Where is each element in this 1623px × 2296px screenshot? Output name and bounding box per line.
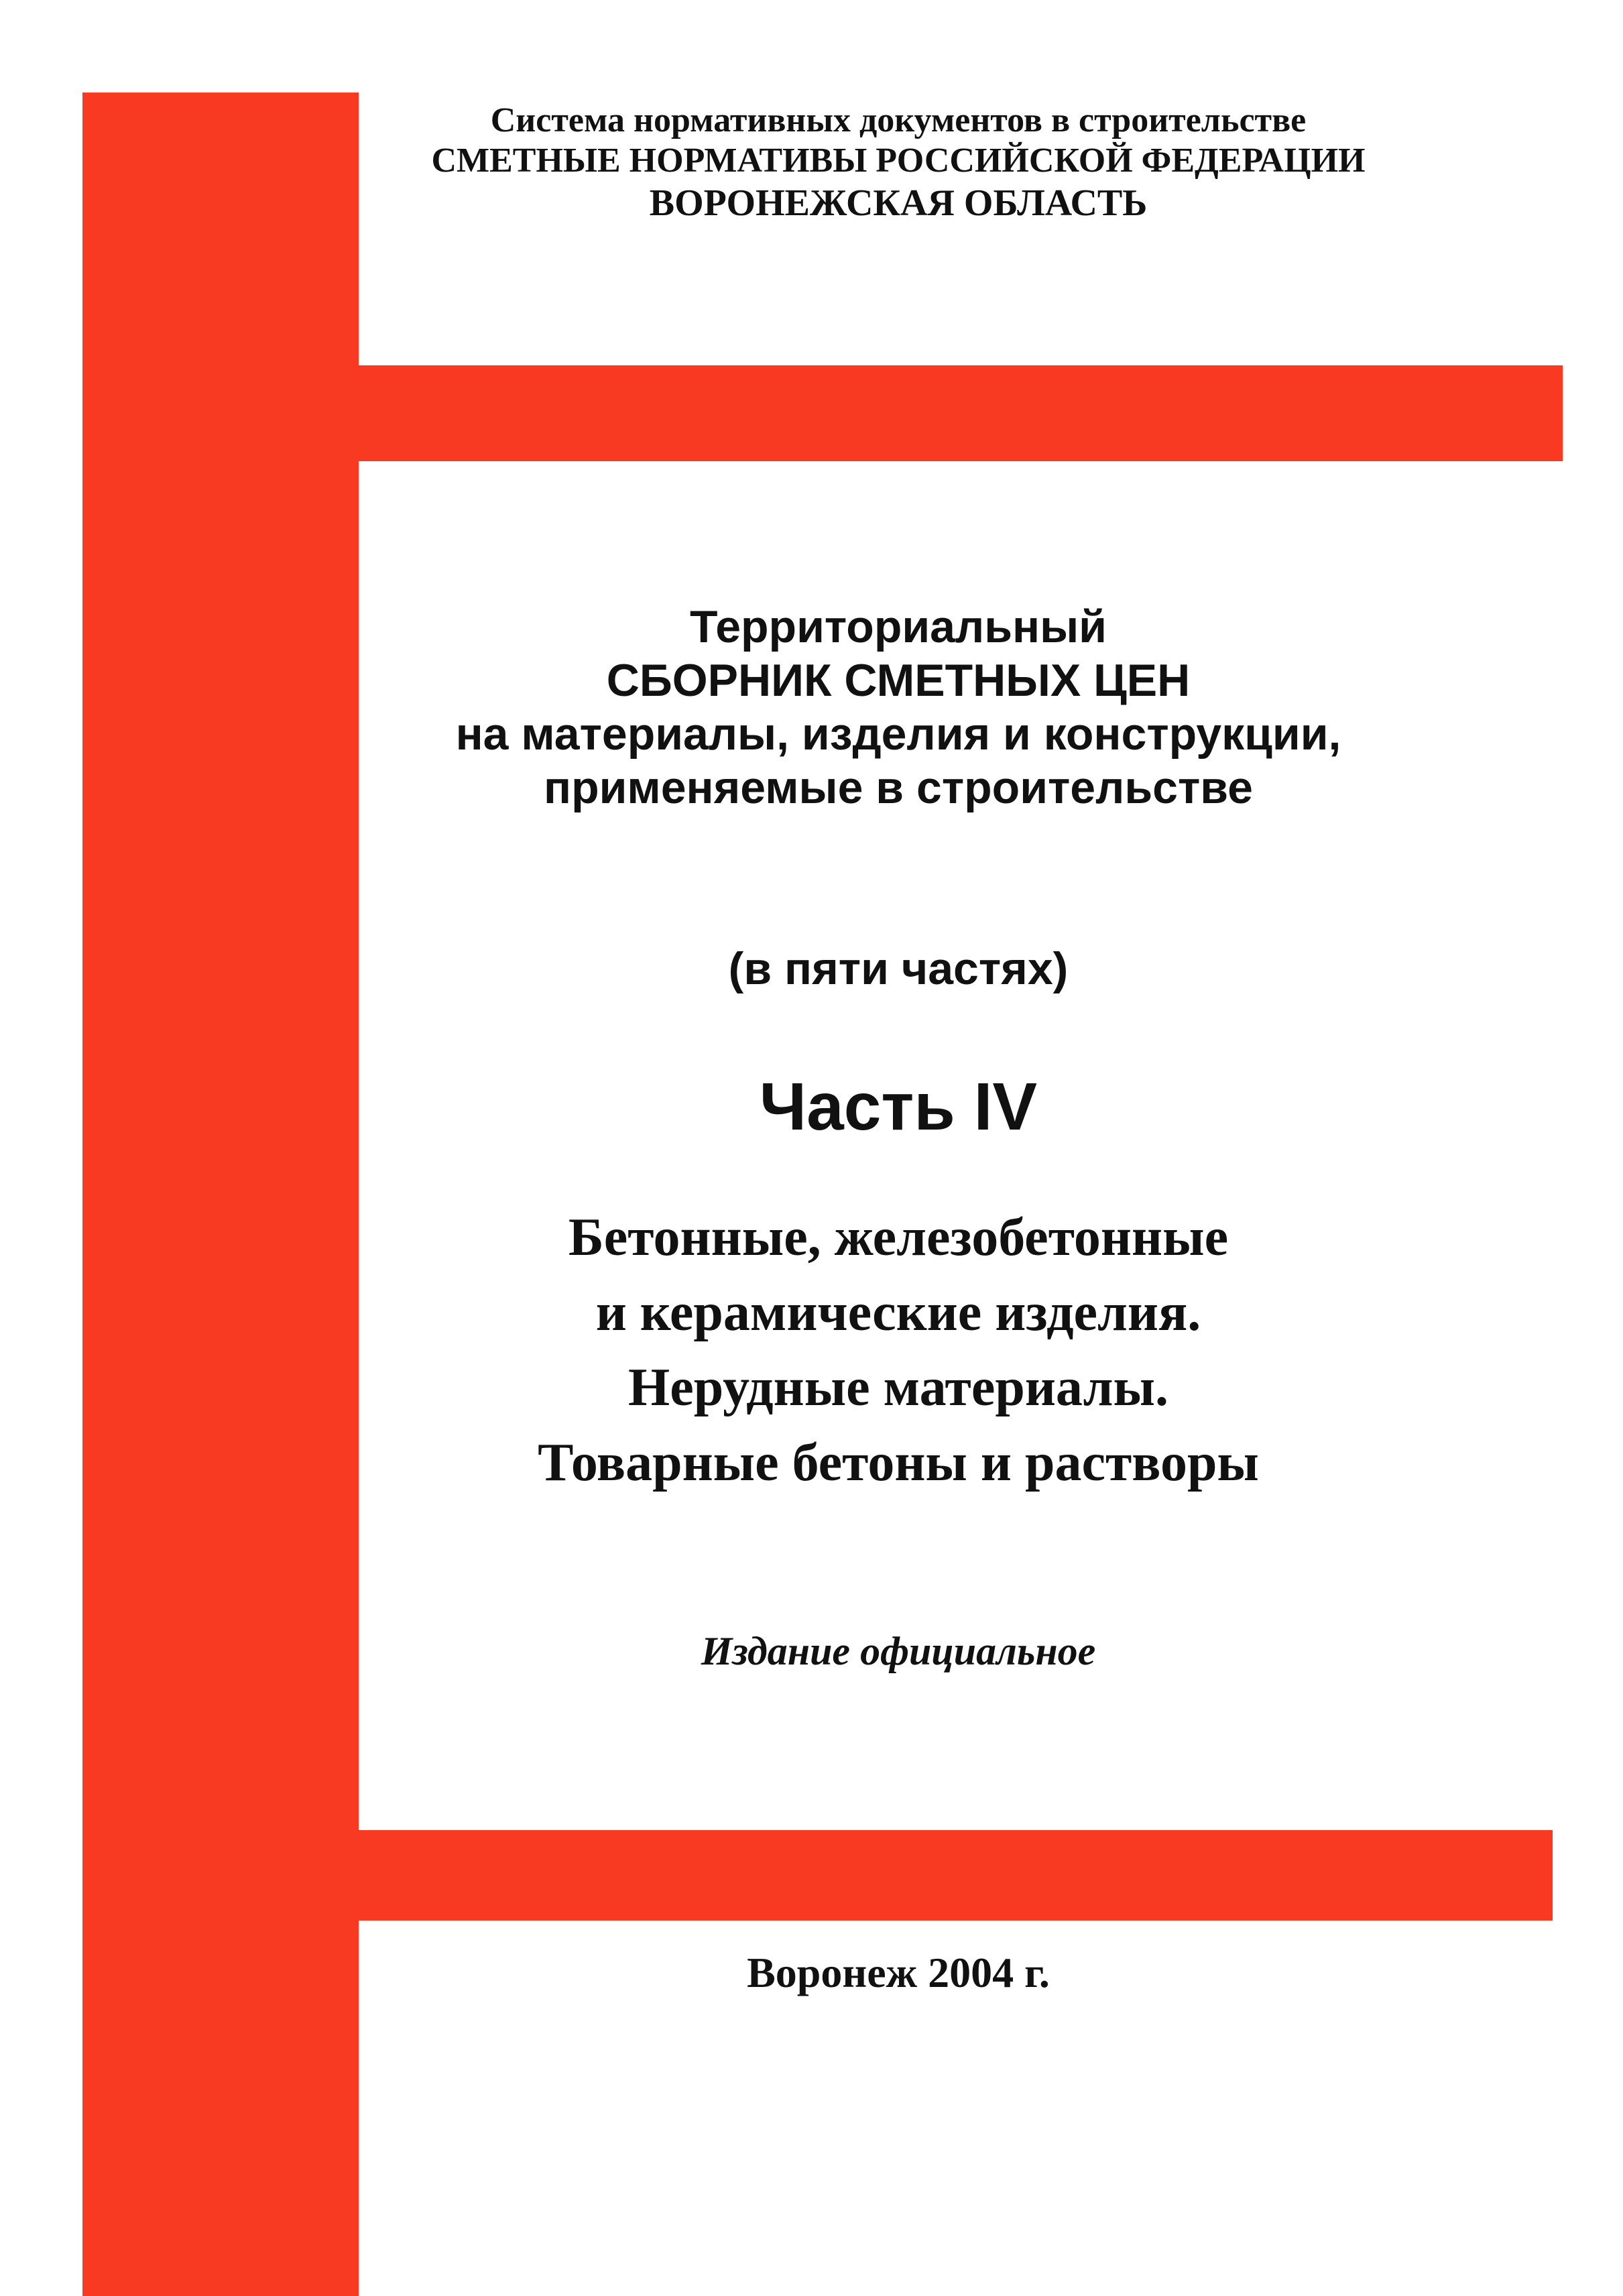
part-subject bbox=[375, 1200, 1421, 1500]
edition-text: Издание официальное bbox=[701, 1629, 1096, 1673]
title-line-3: на материалы, изделия и конструкции, bbox=[455, 709, 1341, 760]
part-number bbox=[375, 1069, 1421, 1144]
red-top-bar bbox=[359, 365, 1563, 461]
title-line-1: Территориальный bbox=[690, 601, 1107, 652]
subject-line-3: Нерудные материалы. bbox=[628, 1358, 1168, 1417]
series-header bbox=[375, 101, 1421, 225]
series-line-1: Система нормативных документов в строительстве bbox=[490, 101, 1307, 139]
title-line-2: СБОРНИК СМЕТНЫХ ЦЕН bbox=[606, 655, 1191, 706]
imprint-text: Воронеж 2004 г. bbox=[747, 1949, 1050, 1996]
subject-line-2: и керамические изделия. bbox=[595, 1283, 1201, 1342]
series-region: ВОРОНЕЖСКАЯ ОБЛАСТЬ bbox=[649, 182, 1148, 224]
imprint bbox=[375, 1947, 1421, 1998]
title-line-4: применяемые в строительстве bbox=[544, 762, 1253, 813]
document-title bbox=[375, 600, 1421, 814]
subject-line-1: Бетонные, железобетонные bbox=[568, 1208, 1229, 1267]
part-number-text: Часть IV bbox=[759, 1069, 1038, 1144]
parts-note-text: (в пяти частях) bbox=[728, 943, 1069, 994]
red-bottom-bar bbox=[359, 1830, 1553, 1921]
edition-label bbox=[375, 1627, 1421, 1675]
red-vertical-stripe bbox=[82, 93, 359, 2296]
series-line-2: СМЕТНЫЕ НОРМАТИВЫ РОССИЙСКОЙ ФЕДЕРАЦИИ bbox=[431, 141, 1366, 180]
subject-line-4: Товарные бетоны и растворы bbox=[538, 1433, 1259, 1492]
parts-note bbox=[375, 942, 1421, 995]
